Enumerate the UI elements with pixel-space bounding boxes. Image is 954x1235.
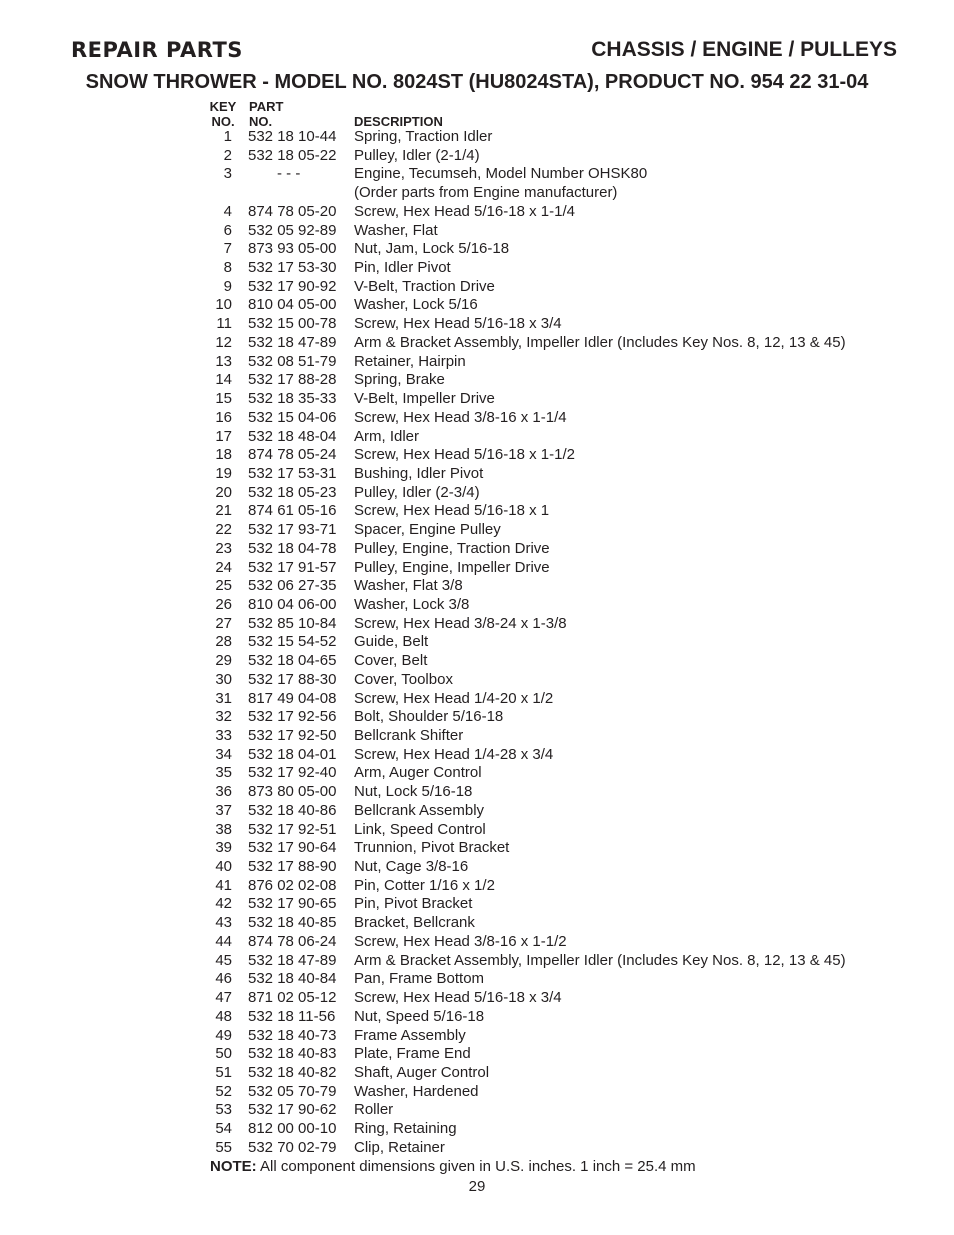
part-number: 532 17 88-90 [248, 858, 337, 876]
part-description: Shaft, Auger Control [354, 1063, 490, 1081]
part-number: 874 78 06-24 [248, 932, 337, 950]
key-number: 24 [215, 558, 232, 576]
table-row [0, 446, 954, 465]
part-description: Screw, Hex Head 5/16-18 x 3/4 [354, 989, 562, 1007]
table-row [0, 371, 954, 390]
part-description: Screw, Hex Head 3/8-24 x 1-3/8 [354, 614, 567, 632]
part-description: Pulley, Engine, Impeller Drive [354, 558, 550, 576]
part-description: Pin, Pivot Bracket [354, 895, 473, 913]
table-row [0, 203, 954, 222]
part-description: Nut, Speed 5/16-18 [354, 1007, 485, 1025]
table-row [0, 615, 954, 634]
key-number: 35 [215, 764, 232, 782]
part-description: Pulley, Idler (2-1/4) [354, 146, 480, 164]
part-number: 532 15 00-78 [248, 315, 337, 333]
part-number: 532 18 47-89 [248, 951, 337, 969]
key-number: 38 [215, 820, 232, 838]
table-row [0, 1120, 954, 1139]
part-number: 532 18 04-65 [248, 652, 337, 670]
key-number: 26 [215, 595, 232, 613]
key-number: 6 [223, 221, 232, 239]
part-number: 817 49 04-08 [248, 689, 337, 707]
part-description: Pulley, Idler (2-3/4) [354, 483, 480, 501]
part-description: Frame Assembly [354, 1026, 466, 1044]
part-description: Screw, Hex Head 3/8-16 x 1-1/2 [354, 932, 567, 950]
parts-list [0, 128, 954, 1158]
key-number: 33 [215, 727, 232, 744]
part-description: Link, Speed Control [354, 820, 486, 838]
key-number: 29 [215, 652, 232, 670]
key-no-header-line1: KEY [209, 99, 237, 114]
part-description: Nut, Lock 5/16-18 [354, 783, 473, 801]
table-row [0, 1083, 954, 1102]
part-number: 532 18 40-86 [248, 801, 337, 819]
key-number: 39 [215, 839, 232, 857]
key-number: 8 [223, 259, 232, 277]
part-number: 532 17 53-30 [248, 259, 337, 277]
page-number: 29 [468, 1178, 486, 1195]
table-row [0, 690, 954, 709]
part-description: Trunnion, Pivot Bracket [354, 839, 510, 857]
table-row [0, 746, 954, 765]
part-description: Screw, Hex Head 1/4-28 x 3/4 [354, 745, 554, 763]
section-title: REPAIR PARTS [71, 38, 243, 62]
key-number: 23 [215, 539, 232, 557]
part-description: Cover, Belt [354, 652, 428, 670]
key-number: 51 [215, 1063, 232, 1081]
table-row [0, 783, 954, 802]
key-number: 36 [215, 783, 232, 801]
table-row [0, 914, 954, 933]
part-number: 532 18 35-33 [248, 390, 337, 408]
part-description: Pin, Idler Pivot [354, 259, 451, 277]
part-number: 532 18 40-82 [248, 1063, 337, 1081]
part-number: 810 04 05-00 [248, 296, 337, 314]
part-number: 532 17 88-28 [248, 371, 337, 389]
part-number: 874 78 05-24 [248, 446, 337, 464]
part-description: Screw, Hex Head 5/16-18 x 1-1/2 [354, 446, 575, 464]
part-number: 812 00 00-10 [248, 1120, 337, 1138]
part-number: 532 17 90-62 [248, 1101, 337, 1119]
part-number: 532 15 54-52 [248, 633, 337, 651]
part-number: 532 08 51-79 [248, 352, 337, 370]
section-subject: CHASSIS / ENGINE / PULLEYS [591, 38, 897, 61]
key-number: 21 [215, 502, 232, 520]
part-description: Pin, Cotter 1/16 x 1/2 [354, 876, 495, 894]
part-number: 532 18 40-83 [248, 1045, 337, 1063]
part-number: 532 70 02-79 [248, 1138, 337, 1156]
part-description: Retainer, Hairpin [354, 352, 466, 370]
key-number: 19 [215, 464, 232, 482]
part-number: 532 15 04-06 [248, 408, 337, 426]
table-row [0, 877, 954, 896]
part-no-header-line2: NO. [249, 114, 273, 129]
part-number: 532 17 92-50 [248, 727, 337, 744]
key-number: 48 [215, 1007, 232, 1025]
table-row [0, 764, 954, 783]
table-row [0, 577, 954, 596]
part-number: 532 18 04-78 [248, 539, 337, 557]
part-description: Roller [354, 1101, 394, 1119]
part-number: 532 06 27-35 [248, 577, 337, 595]
key-number: 50 [215, 1045, 232, 1063]
table-row [0, 1027, 954, 1046]
table-row [0, 1139, 954, 1158]
key-number: 47 [215, 989, 232, 1007]
key-number: 37 [215, 801, 232, 819]
table-row [0, 933, 954, 952]
part-description: V-Belt, Traction Drive [354, 277, 495, 295]
table-row [0, 839, 954, 858]
part-description: Washer, Flat [354, 221, 438, 239]
key-number: 12 [215, 333, 232, 351]
key-number: 18 [215, 446, 232, 464]
part-description: Bushing, Idler Pivot [354, 464, 484, 482]
part-number: 532 17 90-65 [248, 895, 337, 913]
key-number: 25 [215, 577, 232, 595]
key-number: 2 [223, 146, 232, 164]
table-row [0, 895, 954, 914]
dimension-note [210, 1158, 696, 1175]
table-row [0, 128, 954, 147]
key-number: 7 [223, 240, 232, 258]
part-description: Arm & Bracket Assembly, Impeller Idler (Includes Key Nos. 8, 12, 13 & 45) [354, 333, 846, 351]
part-description: Clip, Retainer [354, 1138, 445, 1156]
part-number: 874 78 05-20 [248, 202, 337, 220]
part-number: 532 17 53-31 [248, 464, 337, 482]
model-subtitle: SNOW THROWER - MODEL NO. 8024ST (HU8024STA), PRODUCT NO. 954 22 31-04 [85, 71, 869, 93]
part-description: Arm, Idler [354, 427, 420, 445]
table-row [0, 559, 954, 578]
table-row [0, 334, 954, 353]
part-description: Engine, Tecumseh, Model Number OHSK80 [354, 165, 648, 183]
part-description: Nut, Jam, Lock 5/16-18 [354, 240, 510, 258]
table-row [0, 671, 954, 690]
table-row [0, 1008, 954, 1027]
part-description: Screw, Hex Head 1/4-20 x 1/2 [354, 689, 554, 707]
part-number: 532 17 90-92 [248, 277, 337, 295]
part-description: Arm & Bracket Assembly, Impeller Idler (Includes Key Nos. 8, 12, 13 & 45) [354, 951, 846, 969]
table-row [0, 596, 954, 615]
key-number: 32 [215, 708, 232, 726]
part-description: Arm, Auger Control [354, 764, 482, 782]
part-no-header-line1: PART [249, 99, 284, 114]
key-number: 52 [215, 1082, 232, 1100]
part-description: Washer, Flat 3/8 [354, 577, 463, 595]
key-number: 3 [223, 165, 232, 183]
key-number: 31 [215, 689, 232, 707]
part-description: V-Belt, Impeller Drive [354, 390, 495, 408]
part-number: 532 18 40-73 [248, 1026, 337, 1044]
key-number: 46 [215, 970, 232, 988]
part-description: Cover, Toolbox [354, 670, 453, 688]
part-number: - - - [277, 165, 301, 183]
table-row [0, 315, 954, 334]
table-row [0, 633, 954, 652]
key-number: 28 [215, 633, 232, 651]
part-number: 532 17 92-51 [248, 820, 337, 838]
part-description: Guide, Belt [354, 633, 429, 651]
key-number: 40 [215, 858, 232, 876]
table-row [0, 970, 954, 989]
key-number: 14 [215, 371, 232, 389]
part-number: 873 93 05-00 [248, 240, 337, 258]
part-number: 532 17 91-57 [248, 558, 337, 576]
table-row [0, 952, 954, 971]
table-row [0, 502, 954, 521]
part-number: 532 18 05-23 [248, 483, 337, 501]
key-no-header-line2: NO. [211, 114, 235, 129]
part-description: Screw, Hex Head 5/16-18 x 1-1/4 [354, 202, 575, 220]
table-row [0, 240, 954, 259]
part-description: Bellcrank Assembly [354, 801, 485, 819]
part-number: 532 18 04-01 [248, 745, 337, 763]
part-number: 532 18 40-84 [248, 970, 337, 988]
table-row [0, 390, 954, 409]
table-row [0, 465, 954, 484]
part-number: 532 18 40-85 [248, 914, 337, 932]
key-number: 4 [223, 202, 232, 220]
table-row [0, 727, 954, 746]
part-number: 532 18 11-56 [248, 1007, 336, 1025]
key-number: 16 [215, 408, 232, 426]
part-number: 532 05 70-79 [248, 1082, 337, 1100]
part-description: Ring, Retaining [354, 1120, 457, 1138]
part-description: Bracket, Bellcrank [354, 914, 475, 932]
table-row [0, 802, 954, 821]
part-number: 532 05 92-89 [248, 221, 337, 239]
part-number: 532 17 92-56 [248, 708, 337, 726]
key-no-header [207, 99, 239, 129]
part-description: Bolt, Shoulder 5/16-18 [354, 708, 504, 726]
key-number: 22 [215, 521, 232, 539]
table-row [0, 989, 954, 1008]
part-description: Washer, Hardened [354, 1082, 479, 1100]
key-number: 13 [215, 352, 232, 370]
table-row [0, 278, 954, 297]
part-number: 532 17 93-71 [248, 521, 337, 539]
table-row [0, 652, 954, 671]
part-description: Washer, Lock 3/8 [354, 595, 470, 613]
key-number: 42 [215, 895, 232, 913]
part-description: Spring, Brake [354, 371, 445, 389]
table-row [0, 1045, 954, 1064]
part-number: 532 18 05-22 [248, 146, 337, 164]
part-description: Screw, Hex Head 5/16-18 x 3/4 [354, 315, 562, 333]
part-number: 532 18 47-89 [248, 333, 337, 351]
key-number: 54 [215, 1120, 232, 1138]
key-number: 55 [215, 1138, 232, 1156]
key-number: 30 [215, 670, 232, 688]
table-row [0, 484, 954, 503]
key-number: 11 [216, 315, 232, 333]
part-number: 876 02 02-08 [248, 876, 337, 894]
part-description: Pan, Frame Bottom [354, 970, 485, 988]
table-row [0, 353, 954, 372]
table-row [0, 521, 954, 540]
key-number: 41 [215, 876, 232, 894]
part-description: Spring, Traction Idler [354, 128, 493, 145]
part-number: 532 17 90-64 [248, 839, 337, 857]
table-row [0, 184, 954, 203]
key-number: 49 [215, 1026, 232, 1044]
table-row [0, 708, 954, 727]
table-row [0, 1064, 954, 1083]
part-description: Washer, Lock 5/16 [354, 296, 478, 314]
key-number: 43 [215, 914, 232, 932]
description-header: DESCRIPTION [354, 114, 443, 129]
part-number: 532 17 92-40 [248, 764, 337, 782]
note-label: NOTE: [210, 1158, 257, 1175]
table-row [0, 428, 954, 447]
table-row [0, 1101, 954, 1120]
key-number: 27 [215, 614, 232, 632]
part-number: 532 17 88-30 [248, 670, 337, 688]
key-number: 45 [215, 951, 232, 969]
table-row [0, 296, 954, 315]
key-number: 34 [215, 745, 232, 763]
key-number: 15 [215, 390, 232, 408]
table-row [0, 540, 954, 559]
table-row [0, 259, 954, 278]
part-description: Pulley, Engine, Traction Drive [354, 539, 550, 557]
key-number: 1 [223, 128, 232, 145]
key-number: 9 [223, 277, 232, 295]
key-number: 10 [215, 296, 232, 314]
part-description: Plate, Frame End [354, 1045, 471, 1063]
part-number: 532 85 10-84 [248, 614, 337, 632]
part-no-header [249, 99, 283, 129]
key-number: 20 [215, 483, 232, 501]
part-number: 873 80 05-00 [248, 783, 337, 801]
table-row [0, 222, 954, 241]
table-row [0, 821, 954, 840]
part-description: Screw, Hex Head 5/16-18 x 1 [354, 502, 550, 520]
key-number: 53 [215, 1101, 232, 1119]
part-number: 532 18 10-44 [248, 128, 337, 145]
part-description: Bellcrank Shifter [354, 727, 464, 744]
part-description: Screw, Hex Head 3/8-16 x 1-1/4 [354, 408, 567, 426]
table-row [0, 858, 954, 877]
part-number: 532 18 48-04 [248, 427, 337, 445]
note-text: All component dimensions given in U.S. inches. 1 inch = 25.4 mm [260, 1158, 696, 1175]
key-number: 17 [215, 427, 232, 445]
part-description: Spacer, Engine Pulley [354, 521, 501, 539]
part-description: (Order parts from Engine manufacturer) [354, 184, 618, 202]
part-number: 871 02 05-12 [248, 989, 337, 1007]
table-row [0, 409, 954, 428]
part-number: 874 61 05-16 [248, 502, 337, 520]
part-number: 810 04 06-00 [248, 595, 337, 613]
part-description: Nut, Cage 3/8-16 [354, 858, 469, 876]
key-number: 44 [215, 932, 232, 950]
table-row [0, 165, 954, 184]
table-row [0, 147, 954, 166]
